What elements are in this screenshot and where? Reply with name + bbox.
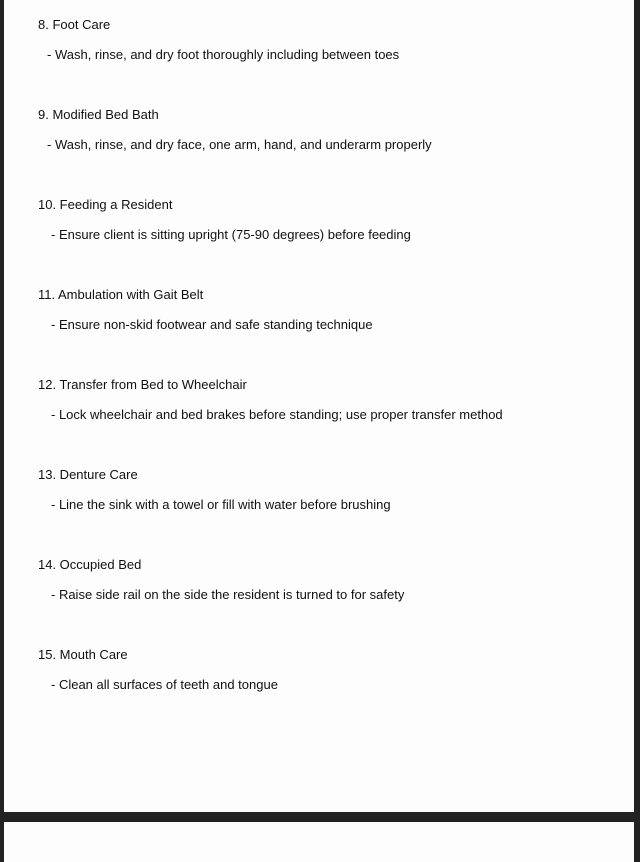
item-detail: - Line the sink with a towel or fill with water before brushing [51,497,391,512]
item-detail: - Ensure non-skid footwear and safe standing technique [51,317,373,332]
item-title: 9. Modified Bed Bath [38,107,159,122]
item-detail: - Raise side rail on the side the resident is turned to for safety [51,587,405,602]
item-detail: - Wash, rinse, and dry face, one arm, hand, and underarm properly [47,137,432,152]
item-title: 14. Occupied Bed [38,557,142,572]
item-detail: - Clean all surfaces of teeth and tongue [51,677,278,692]
item-detail: - Wash, rinse, and dry foot thoroughly including between toes [47,47,400,62]
next-page [4,822,634,862]
item-detail: - Ensure client is sitting upright (75-90 degrees) before feeding [51,227,411,242]
item-title: 13. Denture Care [38,467,138,482]
item-detail: - Lock wheelchair and bed brakes before standing; use proper transfer method [51,407,503,422]
item-title: 15. Mouth Care [38,647,128,662]
document-page [4,0,634,812]
item-title: 10. Feeding a Resident [38,197,173,212]
item-title: 8. Foot Care [38,17,111,32]
item-title: 11. Ambulation with Gait Belt [38,287,204,302]
item-title: 12. Transfer from Bed to Wheelchair [38,377,247,392]
